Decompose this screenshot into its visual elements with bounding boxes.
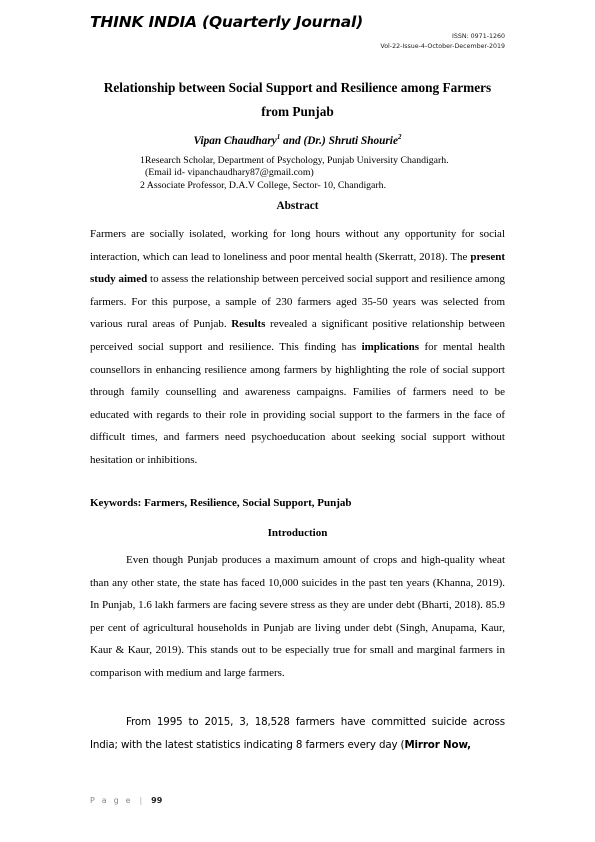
abstract-text-4: for mental health counsellors in enhancing resilience among farmers by highlighting the role of social support through family counselling and awareness campaigns. Families of farmers need to be educated with regards to their role in providing social support to the farmers in the face of difficult times, and farmers need psychoeducation about seeking social support without hesitation or inhibitions. <box>90 340 505 466</box>
abstract-text-3: revealed a significant positive relationship between perceived social support and resilience. This finding has <box>90 318 505 353</box>
keywords-line: Keywords: Farmers, Resilience, Social Support, Punjab <box>90 497 352 509</box>
introduction-heading: Introduction <box>267 527 328 539</box>
issn-block <box>380 32 505 52</box>
abstract-body <box>90 223 505 472</box>
volume-issue: Vol-22-Issue-4-October-December-2019 <box>380 43 505 50</box>
page-footer <box>90 796 162 805</box>
introduction-paragraph-2-citation: Mirror Now, <box>404 739 471 751</box>
abstract-bold-study-aim: present study aimed <box>90 250 505 286</box>
footer-separator: | <box>139 796 145 805</box>
journal-title: THINK INDIA (Quarterly Journal) <box>90 13 364 31</box>
abstract-bold-implications: implications <box>361 340 420 353</box>
author-1: Vipan Chaudhary <box>193 134 277 147</box>
issn-number: ISSN: 0971-1260 <box>451 33 505 40</box>
introduction-paragraph-2 <box>90 711 505 757</box>
abstract-text-1: Farmers are socially isolated, working for long hours without any opportunity for social interaction, which can lead to loneliness and poor mental health (Skerratt, 2018). The <box>90 228 505 263</box>
affiliations <box>140 155 449 192</box>
introduction-paragraph-1: Even though Punjab produces a maximum amount of crops and high-quality wheat than any other state, the state has faced 10,000 suicides in the past ten years (Khanna, 2019). In Punjab, 1.6 lakh farmers are facing severe stress as they are under debt (Bharti, 2018). 85.9 per cent of agricultural households in Punjab are living under debt (Singh, Anupama, Kaur, Kaur & Kaur, 2019). This stands out to be especially true for small and marginal farmers in comparison with medium and large farmers. <box>90 554 505 679</box>
affiliation-1: 1Research Scholar, Department of Psychology, Punjab University Chandigarh. <box>140 155 449 166</box>
abstract-heading: Abstract <box>276 200 319 212</box>
page-number: 99 <box>151 796 163 805</box>
abstract-text-2: to assess the relationship between perceived social support and resilience among farmers. For this purpose, a sample of 230 farmers aged 35-50 years was selected from various rural areas of Punjab. <box>90 273 505 331</box>
introduction-paragraph-2-text: From 1995 to 2015, 3, 18,528 farmers have committed suicide across India; with the latest statistics indicating 8 farmers every day ( <box>90 716 505 751</box>
author-2: and (Dr.) Shruti Shourie <box>280 134 398 147</box>
author-1-superscript: 1 <box>276 133 281 141</box>
affiliation-2: 2 Associate Professor, D.A.V College, Sector- 10, Chandigarh. <box>140 179 387 191</box>
abstract-bold-results: Results <box>231 318 266 331</box>
paper-title: Relationship between Social Support and Resilience among Farmers from Punjab <box>103 80 492 119</box>
author-line <box>90 133 505 147</box>
author-2-superscript: 2 <box>397 133 402 141</box>
page-label: P a g e <box>90 796 133 805</box>
author-email: (Email id- vipanchaudhary87@gmail.com) <box>145 167 314 179</box>
